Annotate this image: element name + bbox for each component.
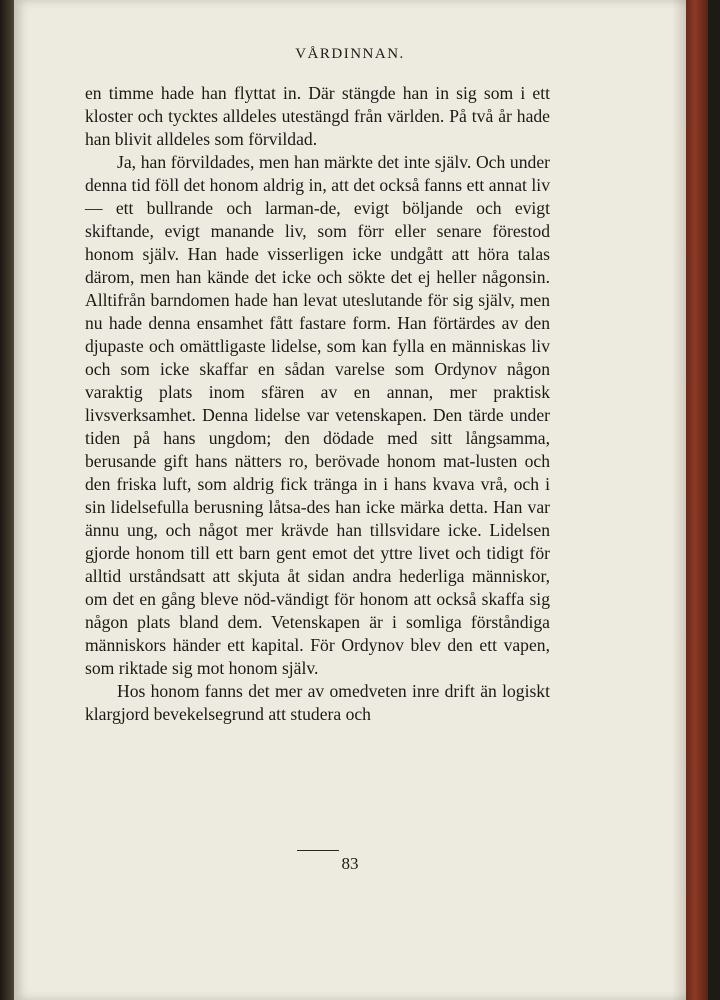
folio-rule — [297, 850, 339, 851]
book-binding-edge — [686, 0, 708, 1000]
page-number: 83 — [341, 854, 359, 873]
running-head: VÅRDINNAN. — [295, 46, 405, 62]
paragraph-2: Ja, han förvildades, men han märkte det inte själv. Och under denna tid föll det honom aldrig in, att det också fanns ett annat liv — ett bullrande och larman-de, evigt böljande och evigt skiftande, evigt manande liv, som förr eller senare förestod honom själv. Han hade visserligen icke undgått att höra talas därom, men han kände det icke och sökte det ej heller någonsin. Alltifrån barndomen hade han levat uteslutande för sig själv, men nu hade denna ensamhet fått fastare form. Han förtärdes av den djupaste och omättligaste lidelse, som kan fylla en människas liv och som icke skaffar en sådan varelse som Ordynov någon varaktig plats inom sfären av en annan, mer praktisk livsverksamhet. Denna lidelse var vetenskapen. Den tärde under tiden på hans ungdom; den dödade med sitt långsamma, berusande gift hans nätters ro, berövade honom mat-lusten och den friska luft, som aldrig fick tränga in i hans kvava vrå, och i sin lidelsefulla berusning låtsa-des han icke märka detta. Han var ännu ung, och något mer krävde han tillsvidare icke. Lidelsen gjorde honom till ett barn gent emot det yttre livet och tidigt för alltid urståndsatt att skjuta åt sidan andra hederliga människor, om det en gång bleve nöd-vändigt för honom att också skaffa sig någon plats bland dem. Vetenskapen är i somliga förståndiga människors händer ett kapital. För Ordynov blev den ett vapen, som riktade sig mot honom själv. — [85, 152, 550, 678]
paragraph-3: Hos honom fanns det mer av omedveten inre drift än logiskt klargjord bevekelsegrund att studera och — [85, 681, 550, 724]
scan-right-edge — [708, 0, 720, 1000]
body-text — [85, 82, 550, 726]
page-curl-shadow — [672, 0, 686, 1000]
paragraph-1: en timme hade han flyttat in. Där stängde han in sig som i ett kloster och tycktes alldeles utestängd från världen. På två år hade han blivit alldeles som förvildad. — [85, 83, 550, 149]
